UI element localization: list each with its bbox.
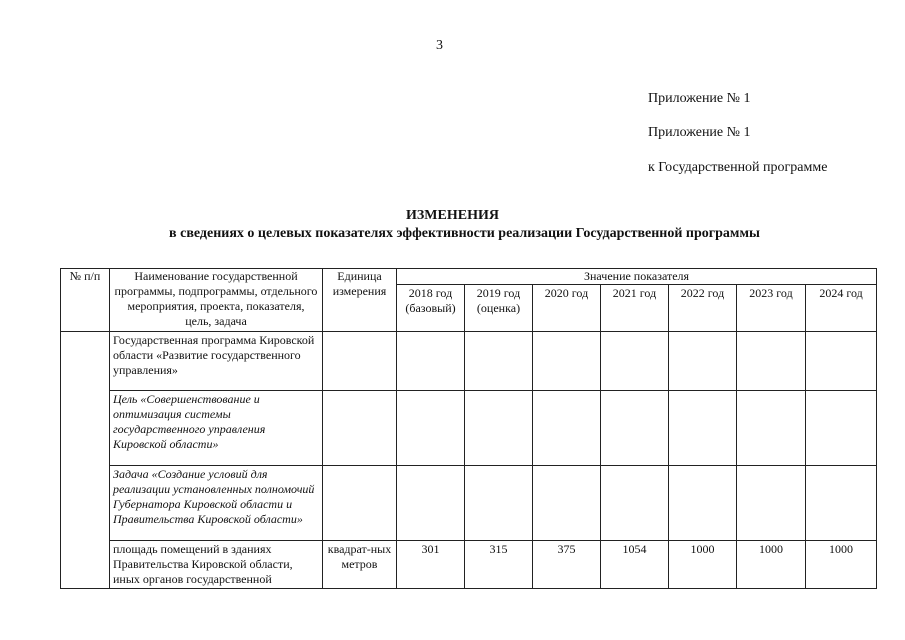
appendix-line-2: Приложение № 1 (648, 125, 751, 140)
cell-name-indicator: площадь помещений в зданиях Правительства Кировской области, иных органов государственной (110, 541, 323, 589)
table-row (61, 391, 877, 466)
cell-value (465, 391, 533, 466)
header-num: № п/п (61, 269, 110, 332)
header-year-2024: 2024 год (806, 285, 877, 332)
cell-value (533, 391, 601, 466)
page-number: 3 (436, 38, 443, 53)
cell-value-2021: 1054 (601, 541, 669, 589)
cell-value-2020: 375 (533, 541, 601, 589)
cell-value (601, 466, 669, 541)
header-year-2018: 2018 год (базовый) (397, 285, 465, 332)
cell-num (61, 332, 110, 589)
cell-unit (323, 332, 397, 391)
cell-value (806, 466, 877, 541)
document-subtitle: в сведениях о целевых показателях эффективности реализации Государственной программы (169, 226, 760, 241)
table-header-row (61, 269, 877, 285)
header-name: Наименование государственной программы, подпрограммы, отдельного мероприятия, проекта, показателя, цель, задача (110, 269, 323, 332)
cell-value (669, 391, 737, 466)
appendix-line-3: к Государственной программе (648, 160, 828, 175)
cell-value (737, 466, 806, 541)
cell-name-program: Государственная программа Кировской области «Развитие государственного управления» (110, 332, 323, 391)
cell-value-2022: 1000 (669, 541, 737, 589)
cell-value (669, 466, 737, 541)
cell-name-goal: Цель «Совершенствование и оптимизация системы государственного управления Кировской области» (110, 391, 323, 466)
cell-value-2019: 315 (465, 541, 533, 589)
header-year-2019: 2019 год (оценка) (465, 285, 533, 332)
table-row (61, 332, 877, 391)
appendix-line-1: Приложение № 1 (648, 91, 751, 106)
cell-value (465, 466, 533, 541)
cell-value (601, 391, 669, 466)
cell-value (397, 466, 465, 541)
document-title: ИЗМЕНЕНИЯ (406, 208, 499, 223)
cell-value (737, 332, 806, 391)
cell-unit: квадрат-ных метров (323, 541, 397, 589)
cell-value (533, 466, 601, 541)
cell-value-2023: 1000 (737, 541, 806, 589)
cell-value (397, 332, 465, 391)
header-year-2021: 2021 год (601, 285, 669, 332)
cell-value (669, 332, 737, 391)
header-year-2022: 2022 год (669, 285, 737, 332)
cell-value (737, 391, 806, 466)
indicators-table (60, 268, 877, 589)
cell-value (533, 332, 601, 391)
cell-unit (323, 391, 397, 466)
cell-value (806, 332, 877, 391)
header-year-2020: 2020 год (533, 285, 601, 332)
cell-value-2024: 1000 (806, 541, 877, 589)
table-row (61, 541, 877, 589)
header-value-group: Значение показателя (397, 269, 877, 285)
cell-value (397, 391, 465, 466)
cell-value (465, 332, 533, 391)
header-year-2023: 2023 год (737, 285, 806, 332)
header-unit: Единица измерения (323, 269, 397, 332)
cell-value-2018: 301 (397, 541, 465, 589)
cell-value (806, 391, 877, 466)
table-row (61, 466, 877, 541)
cell-unit (323, 466, 397, 541)
cell-value (601, 332, 669, 391)
cell-name-task: Задача «Создание условий для реализации установленных полномочий Губернатора Кировской области и Правительства Кировской области» (110, 466, 323, 541)
